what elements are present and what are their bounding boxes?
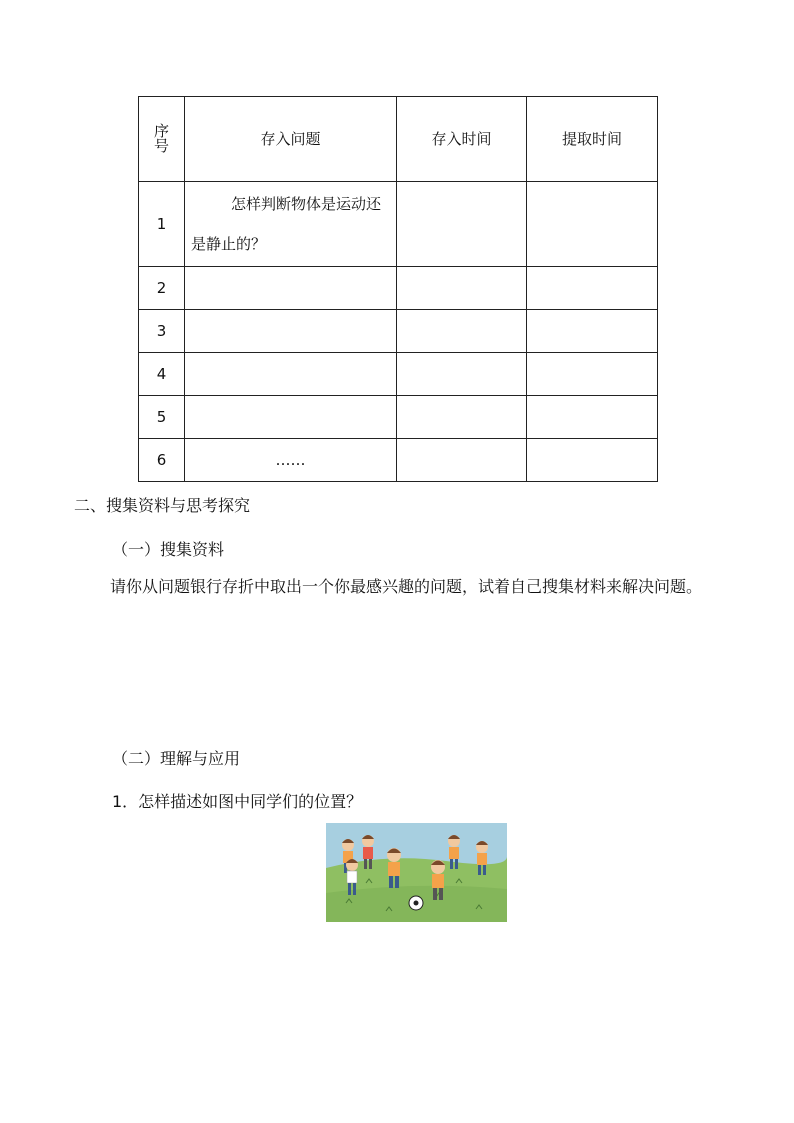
row-question [185,353,397,396]
table-row [139,267,658,310]
header-withdraw-time: 提取时间 [527,97,658,182]
children-playing-soccer-illustration [326,823,507,922]
row-withdraw-time [527,267,658,310]
row-withdraw-time [527,396,658,439]
row-deposit-time [397,310,527,353]
question-1: 1．怎样描述如图中同学们的位置？ [112,792,363,811]
row-number: 6 [139,439,185,482]
header-seq: 序 号 [139,97,185,182]
row-number: 4 [139,353,185,396]
row-number: 3 [139,310,185,353]
row-question [185,396,397,439]
row-withdraw-time [527,439,658,482]
table-row [139,353,658,396]
row-question [185,310,397,353]
table-row [139,310,658,353]
table-row [139,396,658,439]
table-row [139,439,658,482]
row-number: 2 [139,267,185,310]
row-withdraw-time [527,353,658,396]
section-heading: 二、搜集资料与思考探究 [74,496,251,515]
row-withdraw-time [527,310,658,353]
row-deposit-time [397,182,527,267]
row-withdraw-time [527,182,658,267]
header-question: 存入问题 [185,97,397,182]
row-deposit-time [397,353,527,396]
table-header-row [139,97,658,182]
row-deposit-time [397,396,527,439]
row-deposit-time [397,439,527,482]
row-question: 怎样判断物体是运动还是静止的？ [185,182,397,267]
row-number: 5 [139,396,185,439]
table-row [139,182,658,267]
question-bank-table [138,96,658,482]
subsection-heading-apply: （二）理解与应用 [112,749,241,768]
collect-instruction: 请你从问题银行存折中取出一个你最感兴趣的问题，试着自己搜集材料来解决问题。 [110,577,703,596]
subsection-heading-collect: （一）搜集资料 [112,540,225,559]
header-deposit-time: 存入时间 [397,97,527,182]
row-question: …… [185,439,397,482]
row-deposit-time [397,267,527,310]
row-number: 1 [139,182,185,267]
row-question [185,267,397,310]
